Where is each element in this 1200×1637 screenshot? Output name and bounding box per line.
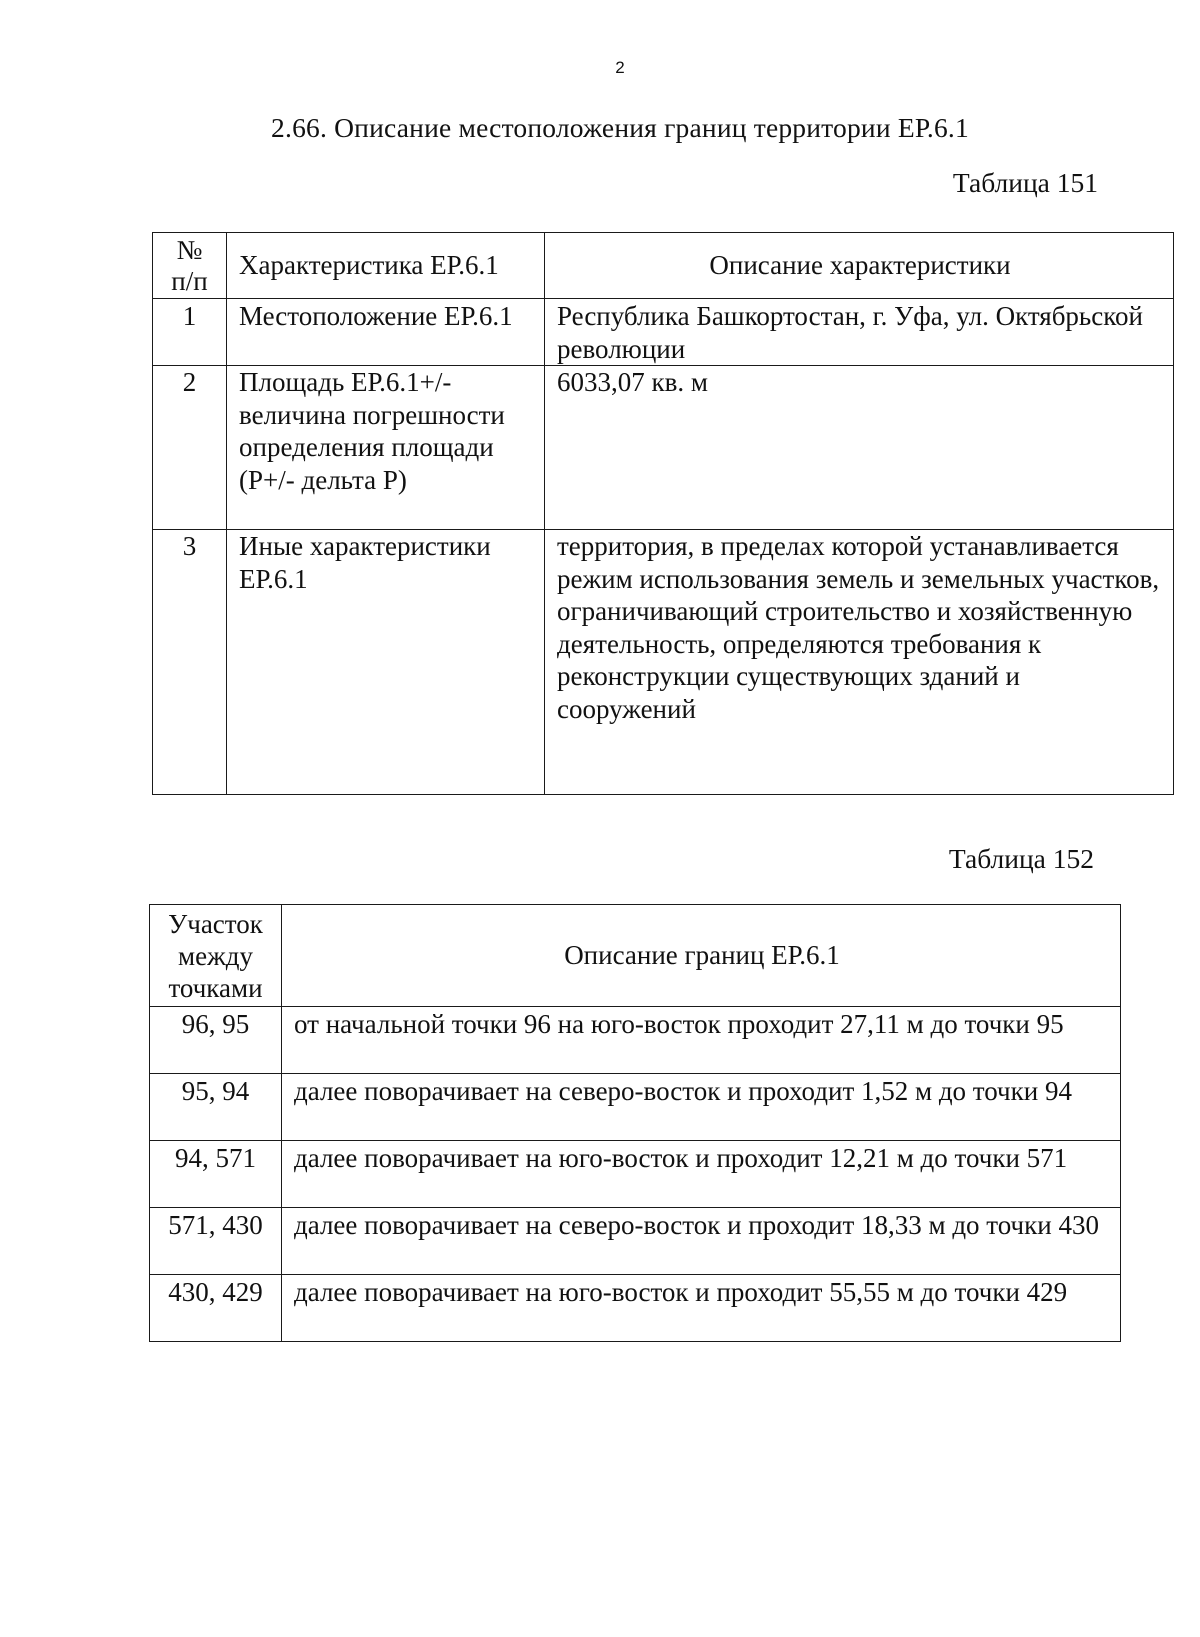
header-segment-line: между <box>178 940 253 971</box>
table-row <box>153 299 1174 366</box>
table-row <box>150 1208 1121 1275</box>
row-segment: 430, 429 <box>150 1275 282 1342</box>
row-boundary-description: далее поворачивает на юго-восток и проходит 55,55 м до точки 429 <box>282 1275 1121 1342</box>
row-number: 1 <box>153 299 227 366</box>
row-description: 6033,07 кв. м <box>545 366 1174 530</box>
row-number: 2 <box>153 366 227 530</box>
table-row <box>150 1275 1121 1342</box>
row-description: Республика Башкортостан, г. Уфа, ул. Октябрьской революции <box>545 299 1174 366</box>
row-boundary-description: далее поворачивает на северо-восток и проходит 1,52 м до точки 94 <box>282 1074 1121 1141</box>
header-description: Описание характеристики <box>545 233 1174 299</box>
header-boundary-description: Описание границ ЕР.6.1 <box>282 905 1121 1007</box>
table-header-row <box>150 905 1121 1007</box>
row-segment: 94, 571 <box>150 1141 282 1208</box>
table-row <box>153 366 1174 530</box>
header-characteristic: Характеристика ЕР.6.1 <box>227 233 545 299</box>
table-151-caption: Таблица 151 <box>952 167 1098 198</box>
header-number-abbrev: п/п <box>171 265 208 296</box>
row-number: 3 <box>153 530 227 795</box>
table-151 <box>152 232 1174 795</box>
row-characteristic: Местоположение ЕР.6.1 <box>227 299 545 366</box>
header-segment-line: Участок <box>168 908 263 939</box>
table-152-caption: Таблица 152 <box>948 843 1094 874</box>
header-segment-cell <box>150 905 282 1007</box>
header-number-symbol: № <box>176 234 203 265</box>
table-header-row <box>153 233 1174 299</box>
header-number-cell <box>153 233 227 299</box>
row-segment: 571, 430 <box>150 1208 282 1275</box>
row-boundary-description: далее поворачивает на юго-восток и проходит 12,21 м до точки 571 <box>282 1141 1121 1208</box>
row-characteristic: Площадь ЕР.6.1+/- величина погрешности определения площади (Р+/- дельта Р) <box>227 366 545 530</box>
page-number: 2 <box>615 58 625 77</box>
table-row <box>150 1141 1121 1208</box>
table-152 <box>149 904 1121 1342</box>
table-row <box>150 1007 1121 1074</box>
section-heading: 2.66. Описание местоположения границ территории ЕР.6.1 <box>271 112 969 143</box>
row-boundary-description: далее поворачивает на северо-восток и проходит 18,33 м до точки 430 <box>282 1208 1121 1275</box>
row-segment: 95, 94 <box>150 1074 282 1141</box>
table-row <box>150 1074 1121 1141</box>
row-boundary-description: от начальной точки 96 на юго-восток проходит 27,11 м до точки 95 <box>282 1007 1121 1074</box>
row-segment: 96, 95 <box>150 1007 282 1074</box>
row-description: территория, в пределах которой устанавливается режим использования земель и земельных участков, ограничивающий строительство и хозяйственную деятельность, определяются требования к реконструкции существующих зданий и сооружений <box>545 530 1174 795</box>
table-row <box>153 530 1174 795</box>
header-segment-line: точками <box>168 972 263 1003</box>
row-characteristic: Иные характеристики ЕР.6.1 <box>227 530 545 795</box>
